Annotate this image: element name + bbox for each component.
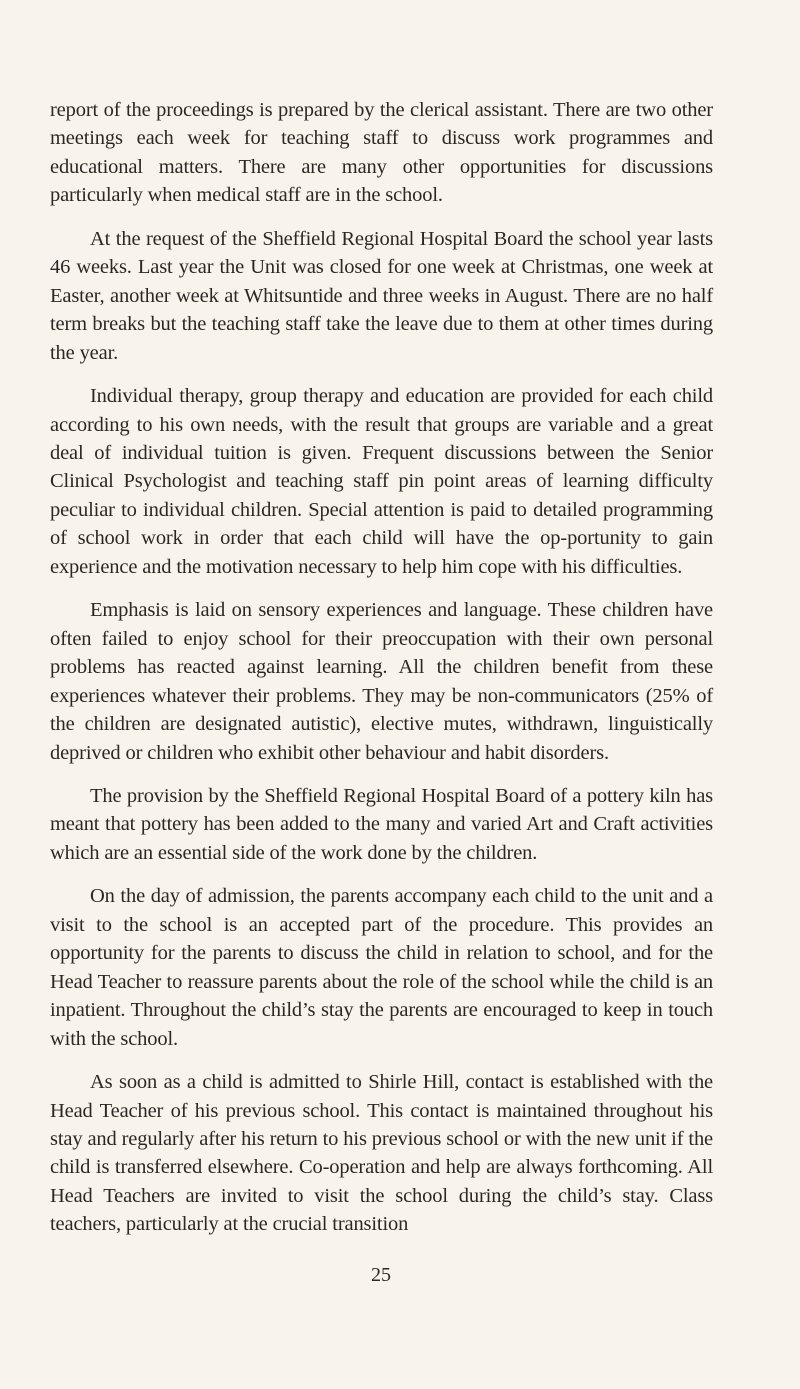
paragraph-sensory-emphasis: Emphasis is laid on sensory experiences and language. These children have often failed to enjoy school for their preoccupation with their own personal problems has reacted against learning. All the children benefit from these experiences whatever their problems. They may be non-communicators (25% of the children are designated autistic), elective mutes, withdrawn, linguistically deprived or children who exhibit other behaviour and habit disorders. — [50, 599, 713, 764]
paragraph-proceedings-meetings: report of the proceedings is prepared by the clerical assistant. There are two other meetings each week for teaching staff to discuss work programmes and educational matters. There are many other opportunities for discussions particularly when medical staff are in the school. — [50, 99, 713, 207]
paragraph-school-year: At the request of the Sheffield Regional Hospital Board the school year lasts 46 weeks. Last year the Unit was closed for one week at Christmas, one week at Easter, another week at Whitsuntide and three weeks in August. There are no half term breaks but the teaching staff take the leave due to them at other times during the year. — [50, 227, 713, 364]
paragraph-pottery-kiln: The provision by the Sheffield Regional Hospital Board of a pottery kiln has meant that pottery has been added to the many and varied Art and Craft activities which are an essential side of the work done by the children. — [50, 784, 713, 864]
paragraph-individual-therapy: Individual therapy, group therapy and education are provided for each child according to his own needs, with the result that groups are variable and a great deal of individual tuition is given. Frequent discussions between the Senior Clinical Psychologist and teaching staff pin point areas of learning difficulty peculiar to individual children. Special attention is paid to detailed programming of school work in order that each child will have the op-portunity to gain experience and the motivation necessary to help him cope with his difficulties. — [50, 385, 713, 578]
page-number: 25 — [371, 1264, 391, 1286]
paragraph-admission-day: On the day of admission, the parents accompany each child to the unit and a visit to the school is an accepted part of the procedure. This provides an opportunity for the parents to discuss the child in relation to school, and for the Head Teacher to reassure parents about the role of the school while the child is an inpatient. Throughout the child’s stay the parents are encouraged to keep in touch with the school. — [50, 885, 713, 1050]
document-body — [50, 96, 713, 1254]
paragraph-head-teacher-contact: As soon as a child is admitted to Shirle Hill, contact is established with the Head Teacher of his previous school. This contact is maintained throughout his stay and regularly after his return to his previous school or with the new unit if the child is transferred elsewhere. Co-operation and help are always forthcoming. All Head Teachers are invited to visit the school during the child’s stay. Class teachers, particularly at the crucial transition — [50, 1071, 713, 1236]
